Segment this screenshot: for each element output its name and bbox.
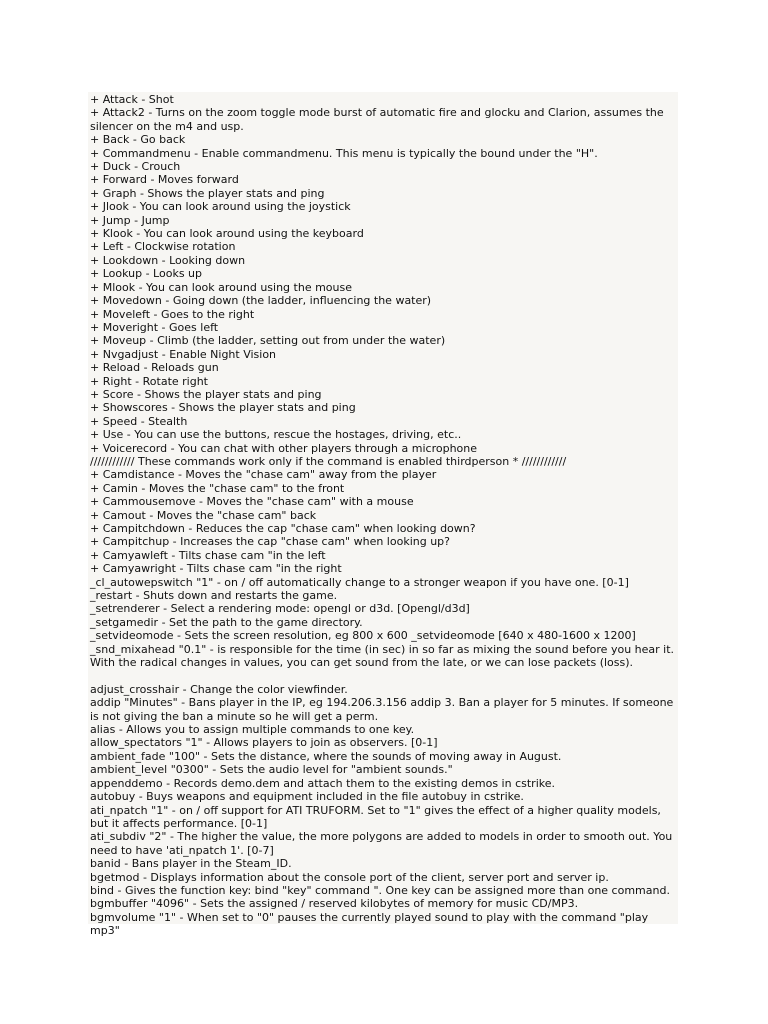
- document-text: [90, 93, 678, 938]
- text-line: ambient_level "0300" - Sets the audio level for "ambient sounds.": [90, 763, 453, 777]
- text-line: + Klook - You can look around using the keyboard: [90, 227, 364, 241]
- text-line: + Attack - Shot: [90, 93, 174, 106]
- text-line: autobuy - Buys weapons and equipment included in the file autobuy in cstrike.: [90, 790, 524, 804]
- text-line: + Speed - Stealth: [90, 414, 188, 428]
- text-line: + Moveleft - Goes to the right: [90, 307, 255, 321]
- blank-line: [90, 669, 678, 682]
- text-line: + Camyawleft - Tilts chase cam "in the left: [90, 548, 326, 562]
- text-line: + Attack2 - Turns on the zoom toggle mode burst of automatic fire and glocku and Clarion, assumes the silencer on the m4 and usp.: [90, 106, 668, 133]
- text-line: + Reload - Reloads gun: [90, 361, 219, 375]
- text-line: + Lookdown - Looking down: [90, 253, 246, 267]
- text-line: _cl_autowepswitch "1" - on / off automatically change to a stronger weapon if you have one. [0-1]: [90, 575, 629, 589]
- text-line: allow_spectators "1" - Allows players to join as observers. [0-1]: [90, 736, 438, 750]
- text-line: bgetmod - Displays information about the console port of the client, server port and server ip.: [90, 870, 609, 884]
- text-line: + Voicerecord - You can chat with other players through a microphone: [90, 441, 478, 455]
- text-line: ati_npatch "1" - on / off support for ATI TRUFORM. Set to "1" gives the effect of a higher quality models, but it affects performance. [0-1]: [90, 803, 665, 830]
- text-line: adjust_crosshair - Change the color viewfinder.: [90, 682, 348, 696]
- text-line: ambient_fade "100" - Sets the distance, where the sounds of moving away in August.: [90, 749, 562, 763]
- text-line: + Commandmenu - Enable commandmenu. This menu is typically the bound under the "H".: [90, 146, 598, 160]
- text-line: + Moveright - Goes left: [90, 320, 219, 334]
- text-line: + Mlook - You can look around using the mouse: [90, 280, 352, 294]
- text-line: bgmvolume "1" - When set to "0" pauses the currently played sound to play with the command "play mp3": [90, 910, 652, 938]
- text-line: + Cammousemove - Moves the "chase cam" with a mouse: [90, 495, 414, 509]
- text-line: _snd_mixahead "0.1" - is responsible for the time (in sec) in so far as mixing the sound before you hear it. With the radical changes in values, you can get sound from the late, or we can lose packets (loss).: [90, 642, 678, 670]
- text-line: + Showscores - Shows the player stats and ping: [90, 401, 356, 415]
- text-line: + Moveup - Climb (the ladder, setting out from under the water): [90, 334, 446, 348]
- text-line: + Nvgadjust - Enable Night Vision: [90, 347, 277, 361]
- text-line: + Campitchdown - Reduces the cap "chase cam" when looking down?: [90, 522, 476, 535]
- text-line: + Camdistance - Moves the "chase cam" away from the player: [90, 468, 437, 482]
- text-line: + Camout - Moves the "chase cam" back: [90, 508, 317, 522]
- text-line: _setvideomode - Sets the screen resolution, eg 800 x 600 _setvideomode [640 x 480-1600 x 1200]: [90, 629, 636, 643]
- text-line: + Graph - Shows the player stats and ping: [90, 186, 325, 200]
- text-line: + Left - Clockwise rotation: [90, 240, 236, 254]
- text-line: + Lookup - Looks up: [90, 267, 203, 281]
- text-line: _restart - Shuts down and restarts the game.: [90, 589, 338, 603]
- text-line: + Camyawright - Tilts chase cam "in the right: [90, 562, 342, 576]
- text-line: bind - Gives the function key: bind "key" command ". One key can be assigned more than one command.: [90, 883, 670, 897]
- text-line: bgmbuffer "4096" - Sets the assigned / reserved kilobytes of memory for music CD/MP3.: [90, 897, 579, 911]
- text-line: + Right - Rotate right: [90, 374, 208, 388]
- text-line: + Score - Shows the player stats and ping: [90, 387, 322, 401]
- text-line: + Movedown - Going down (the ladder, influencing the water): [90, 294, 432, 308]
- text-line: + Jump - Jump: [90, 213, 170, 227]
- text-line: alias - Allows you to assign multiple commands to one key.: [90, 723, 415, 737]
- text-line: + Use - You can use the buttons, rescue the hostages, driving, etc..: [90, 428, 462, 442]
- text-line: _setrenderer - Select a rendering mode: opengl or d3d. [Opengl/d3d]: [90, 602, 470, 616]
- text-line: appenddemo - Records demo.dem and attach them to the existing demos in cstrike.: [90, 776, 555, 790]
- text-line: ati_subdiv "2" - The higher the value, the more polygons are added to models in order to smooth out. You need to have 'ati_npatch 1'. [0-7]: [90, 830, 676, 857]
- text-line: + Campitchup - Increases the cap "chase cam" when looking up?: [90, 535, 450, 549]
- text-line: banid - Bans player in the Steam_ID.: [90, 857, 292, 871]
- text-line: _setgamedir - Set the path to the game directory.: [90, 615, 363, 629]
- text-line: addip "Minutes" - Bans player in the IP, eg 194.206.3.156 addip 3. Ban a player for 5 minutes. If someone is not giving the ban a minute so he will get a perm.: [90, 696, 677, 723]
- text-line: //////////// These commands work only if the command is enabled thirdperson * ////////////: [90, 454, 567, 468]
- text-line: + Forward - Moves forward: [90, 173, 239, 187]
- text-line: + Jlook - You can look around using the joystick: [90, 200, 351, 214]
- text-line: + Duck - Crouch: [90, 160, 181, 174]
- text-line: + Camin - Moves the "chase cam" to the front: [90, 481, 345, 495]
- text-line: + Back - Go back: [90, 133, 186, 147]
